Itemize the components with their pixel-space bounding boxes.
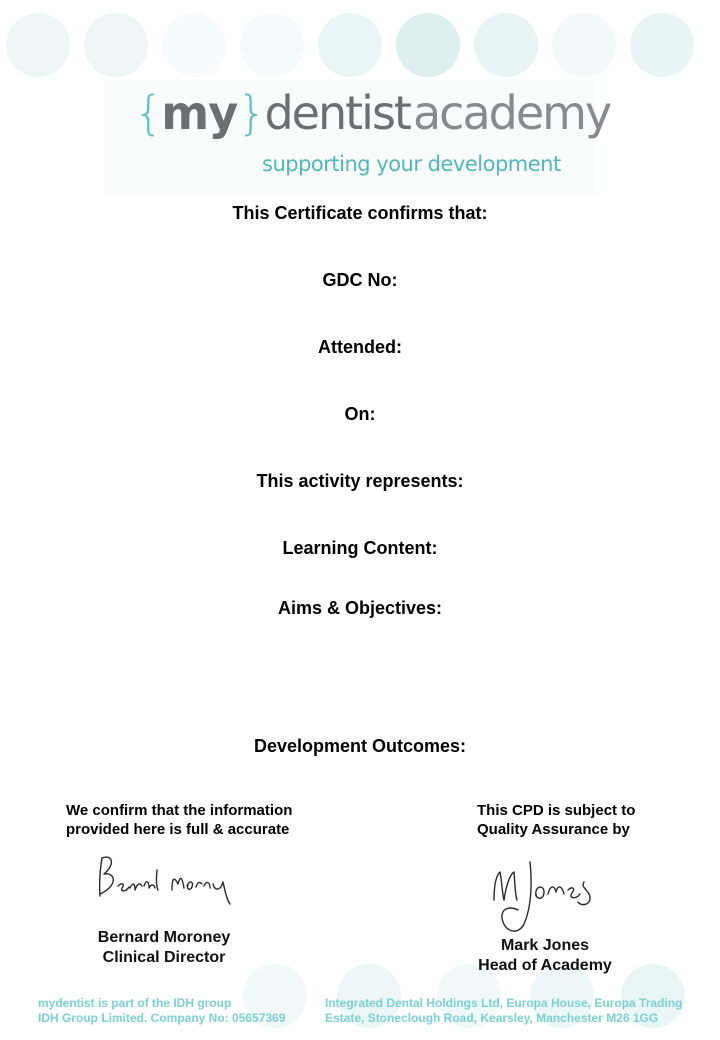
footer-line: IDH Group Limited. Company No: 05657369: [38, 1011, 286, 1025]
signatory-name: Mark Jones: [500, 937, 590, 954]
footer-group-info: [38, 996, 285, 1026]
activity-label: This activity represents:: [256, 471, 464, 491]
signature-mark-jones: [486, 856, 606, 938]
logo-tagline: supporting your development: [262, 152, 561, 176]
decor-circle: [474, 13, 538, 77]
cpd-statement: [477, 801, 635, 839]
decor-circle: [84, 13, 148, 77]
signature-bernard-moroney: [92, 850, 242, 908]
logo-academy: academy: [412, 86, 611, 140]
academy-logo: [104, 80, 611, 194]
confirm-line: We confirm that the information: [66, 802, 293, 819]
logo-brace-close: }: [237, 86, 265, 140]
logo-dentist: dentist: [264, 86, 410, 140]
decor-circle: [630, 13, 694, 77]
date-label: On:: [344, 404, 376, 424]
decor-circle: [240, 13, 304, 77]
decor-circle: [396, 13, 460, 77]
decor-circle: [552, 13, 616, 77]
logo-my: my: [161, 86, 238, 140]
signatory-title: Clinical Director: [102, 949, 226, 966]
decor-circle: [6, 13, 70, 77]
attended-label: Attended:: [318, 337, 402, 357]
signatory-name: Bernard Moroney: [97, 929, 231, 946]
decor-circle: [318, 13, 382, 77]
cpd-line: This CPD is subject to: [477, 802, 636, 819]
footer-line: Integrated Dental Holdings Ltd, Europa House, Europa Trading: [325, 996, 683, 1010]
development-outcomes-label: Development Outcomes:: [253, 736, 467, 756]
signatory-right: [455, 936, 635, 976]
confirm-statement: [66, 801, 292, 839]
footer-address: [325, 996, 682, 1026]
logo-brace-open: {: [134, 86, 162, 140]
signatory-left: [74, 928, 254, 968]
learning-content-label: Learning Content:: [282, 538, 438, 558]
aims-objectives-label: Aims & Objectives:: [277, 598, 443, 618]
cpd-line: Quality Assurance by: [477, 821, 630, 838]
certificate-confirms-heading: This Certificate confirms that:: [232, 203, 488, 223]
signatory-title: Head of Academy: [478, 957, 612, 974]
logo-wordmark: [134, 86, 611, 140]
decor-circle: [162, 13, 226, 77]
footer-line: Estate, Stoneclough Road, Kearsley, Manchester M26 1GG: [325, 1011, 659, 1025]
footer-line: mydentist is part of the IDH group: [38, 996, 232, 1010]
gdc-number-label: GDC No:: [322, 270, 398, 290]
confirm-line: provided here is full & accurate: [66, 821, 290, 838]
